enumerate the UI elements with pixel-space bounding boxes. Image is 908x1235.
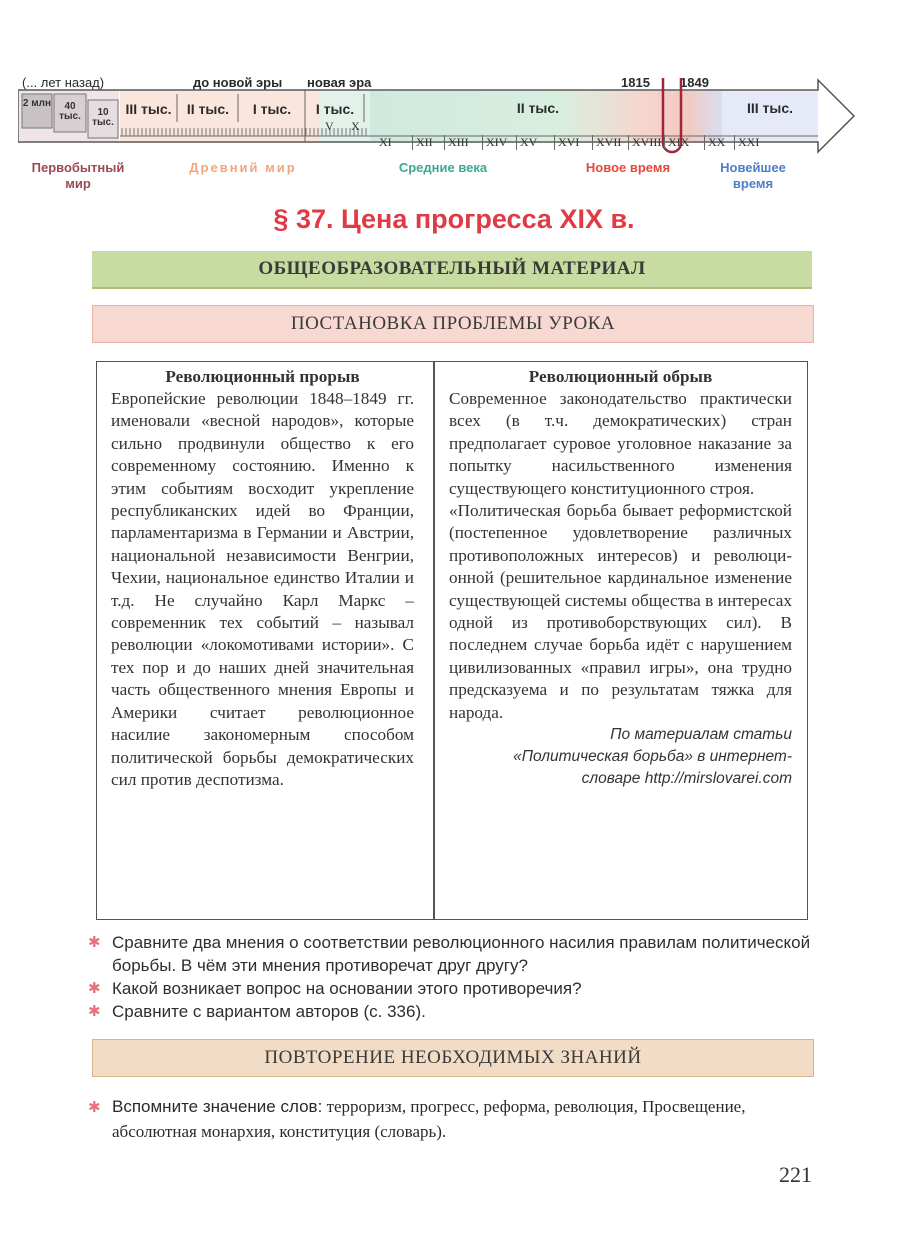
era-ancient: Древний мир: [189, 160, 297, 175]
page-title: § 37. Цена прогресса XIX в.: [273, 204, 635, 234]
right-text-1: Современное законодательство практически всех (в т.ч. демократических) стран предполагает суровое уголовное наказание за попытку насильственного изменения существующего конституционного строя.: [449, 389, 792, 498]
section-band-general: ОБЩЕОБРАЗОВАТЕЛЬНЫЙ МАТЕРИАЛ: [92, 251, 812, 289]
left-heading: Революционный прорыв: [165, 367, 360, 386]
era-middle: Средние века: [398, 160, 488, 175]
century-label: XIX: [664, 135, 689, 150]
years-ago-label: (... лет назад): [22, 75, 105, 90]
bullet-icon: ✱: [88, 1100, 101, 1116]
year-1815: 1815: [621, 75, 650, 90]
era-labels: [0, 160, 908, 196]
question-item: ✱ Сравните с вариантом авторов (с. 336).: [88, 1002, 426, 1021]
segment-40k: 40 тыс.: [59, 101, 81, 122]
recall-item: [88, 1094, 812, 1144]
right-column: [449, 366, 792, 790]
segment-2mln: 2 млн: [22, 98, 52, 109]
century-label: XVI: [554, 135, 579, 150]
ce-label: новая эра: [307, 75, 372, 90]
era-contemporary: Новейшее время: [720, 160, 786, 191]
question-item: ✱ Сравните два мнения о соответствии революционного насилия правилам политической борьбы. В чём эти мнения противоречат друг другу?: [88, 933, 811, 975]
bullet-icon: ✱: [88, 1003, 101, 1020]
section-band-repeat: ПОВТОРЕНИЕ НЕОБХОДИМЫХ ЗНАНИЙ: [92, 1039, 814, 1077]
page-number: 221: [779, 1162, 812, 1187]
section-band-problem: ПОСТАНОВКА ПРОБЛЕМЫ УРОКА: [92, 305, 814, 343]
timeline: [18, 78, 870, 168]
left-column: [111, 366, 414, 791]
century-v: V: [325, 119, 334, 133]
millennium-3-bce: III тыс.: [125, 101, 172, 117]
timeline-arrow: [18, 78, 870, 168]
right-text-2: «Политическая борьба бывает реформистской (постепенное удовлетворение различных противоположных интересов) и революционной (решительное кардинальное изменение существующей системы общества в интересах одной из противоборствующих сил). В последнем случае борьба идёт с нарушением цивилизованных «правил игры», она трудно предсказуема и по результатам тяжка для народа.: [449, 501, 792, 722]
century-label: XVII: [592, 135, 621, 150]
bce-label: до новой эры: [193, 75, 283, 90]
question-item: ✱ Какой возникает вопрос на основании этого противоречия?: [88, 979, 582, 998]
century-label: XIII: [444, 135, 469, 150]
right-heading: Революционный обрыв: [528, 367, 713, 386]
era-modern: Новое время: [585, 160, 671, 175]
century-label: XXI: [734, 135, 759, 150]
century-label: XVIII: [628, 135, 661, 150]
millennium-1-bce: I тыс.: [252, 101, 292, 117]
century-label: XI: [379, 135, 392, 149]
millennium-2-bce: II тыс.: [186, 101, 230, 117]
century-label: XX: [704, 135, 725, 150]
millennium-3-ce: III тыс.: [746, 100, 794, 116]
comparison-box: [96, 361, 808, 920]
column-divider: [433, 362, 435, 919]
recall-lead: Вспомните значение слов:: [112, 1097, 323, 1116]
bullet-icon: ✱: [88, 934, 101, 951]
segment-10k: 10 тыс.: [92, 107, 114, 128]
source-line-1: По материалам статьи: [610, 726, 792, 744]
year-1849: 1849: [680, 75, 709, 90]
source-line-3: словаре http://mirslovarei.com: [581, 770, 792, 788]
century-x: X: [351, 119, 360, 133]
source-line-2: «Политическая борьба» в интернет-: [513, 748, 792, 766]
era-primitive: Первобытный мир: [31, 160, 125, 191]
millennium-1-ce: I тыс.: [315, 101, 355, 117]
bullet-icon: ✱: [88, 980, 101, 997]
century-label: XII: [412, 135, 433, 150]
recall-words: терроризм, прогресс, реформа, революция, Просвещение, абсолютная монархия, конституция (словарь).: [112, 1097, 746, 1141]
left-text: Европейские революции 1848–1849 гг. именовали «весной народов», которые сильно продвинули общество к его современному состоянию. Именно к этим событиям восходит укрепление республиканских идей во Франции, парламентаризма в Германии и Австрии, национальной независимости Венгрии, Чехии, национальное единство Италии и т.д. Не случайно Карл Маркс – современник тех событий – называл революции «локомотивами истории». С тех пор и до наших дней значительная часть общественного мнения Европы и Америки считает революционное насилие закономерным способом политической борьбы демократических сил против деспотизма.: [111, 389, 414, 789]
century-label: XV: [516, 135, 537, 150]
century-label: XIV: [482, 135, 507, 150]
millennium-2-ce: II тыс.: [516, 100, 560, 116]
